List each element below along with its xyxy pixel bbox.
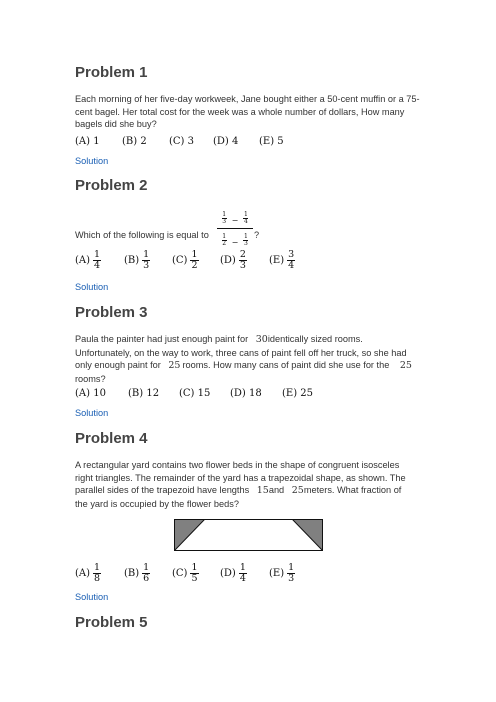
problem-2-text xyxy=(75,230,209,240)
choice-a: (A) $\frac{1}{4}$ xyxy=(75,249,101,271)
choice-d: (D) $\frac{2}{3}$ xyxy=(220,249,246,271)
choice-c: (C) 15 xyxy=(179,388,211,399)
choice-e: (E) 25 xyxy=(282,388,314,399)
choice-b: (B) 12 xyxy=(128,388,160,399)
problem-3-text: Paula the painter had just enough paint for 30identically sized rooms. Unfortunately, on the way to work, three cans of paint fell off her truck, so she had only enough paint for 25 rooms. How many cans of paint did she use for the 25 rooms? xyxy=(75,334,412,384)
choice-c: (C) $\frac{1}{2}$ xyxy=(172,249,198,271)
choice-a: (A) $\frac{1}{8}$ xyxy=(75,562,101,584)
choice-b: (B) $\frac{1}{3}$ xyxy=(124,249,150,271)
problem-1-title: Problem 1 xyxy=(75,64,148,81)
choice-c: (C) 3 xyxy=(169,136,194,147)
problem-2-text-prefix: Which of the following is equal to xyxy=(75,230,209,240)
expression-numerator: $\frac{1}{3}$ − $\frac{1}{4}$ xyxy=(217,208,253,229)
choice-c: (C) $\frac{1}{5}$ xyxy=(172,562,198,584)
problem-2-title: Problem 2 xyxy=(75,177,148,194)
problem-1-solution-link[interactable]: Solution xyxy=(75,156,109,166)
choice-d: (D) $\frac{1}{4}$ xyxy=(220,562,246,584)
yard-diagram xyxy=(174,519,323,551)
problem-4-text: A rectangular yard contains two flower beds in the shape of congruent isosceles right triangles. The remainder of the yard has a trapezoidal shape, as shown. The parallel sides of the trapezoid have lengths 15and 25meters. What fraction of the yard is occupied by the flower beds? xyxy=(75,460,406,509)
choice-b: (B) $\frac{1}{6}$ xyxy=(124,562,150,584)
problem-2-solution-link[interactable]: Solution xyxy=(75,282,109,292)
problem-5-title: Problem 5 xyxy=(75,614,148,631)
choice-e: (E) $\frac{3}{4}$ xyxy=(269,249,295,271)
choice-e: (E) $\frac{1}{3}$ xyxy=(269,562,295,584)
choice-b: (B) 2 xyxy=(122,136,147,147)
problem-2-text-suffix: ? xyxy=(254,230,260,240)
problem-2-expression xyxy=(217,208,253,249)
choice-d: (D) 18 xyxy=(230,388,262,399)
problem-1-text: Each morning of her five-day workweek, Jane bought either a 50-cent muffin or a 75-cent bagel. Her total cost for the week was a whole number of dollars, How many bagels did she buy? xyxy=(75,94,420,130)
problem-3-solution-link[interactable]: Solution xyxy=(75,408,109,418)
problem-4-solution-link[interactable]: Solution xyxy=(75,592,109,602)
choice-a: (A) 1 xyxy=(75,136,100,147)
choice-e: (E) 5 xyxy=(259,136,284,147)
problem-4-title: Problem 4 xyxy=(75,430,148,447)
expression-denominator: $\frac{1}{2}$ − $\frac{1}{3}$ xyxy=(222,233,248,247)
problem-3-title: Problem 3 xyxy=(75,304,148,321)
choice-a: (A) 10 xyxy=(75,388,106,399)
choice-d: (D) 4 xyxy=(213,136,239,147)
